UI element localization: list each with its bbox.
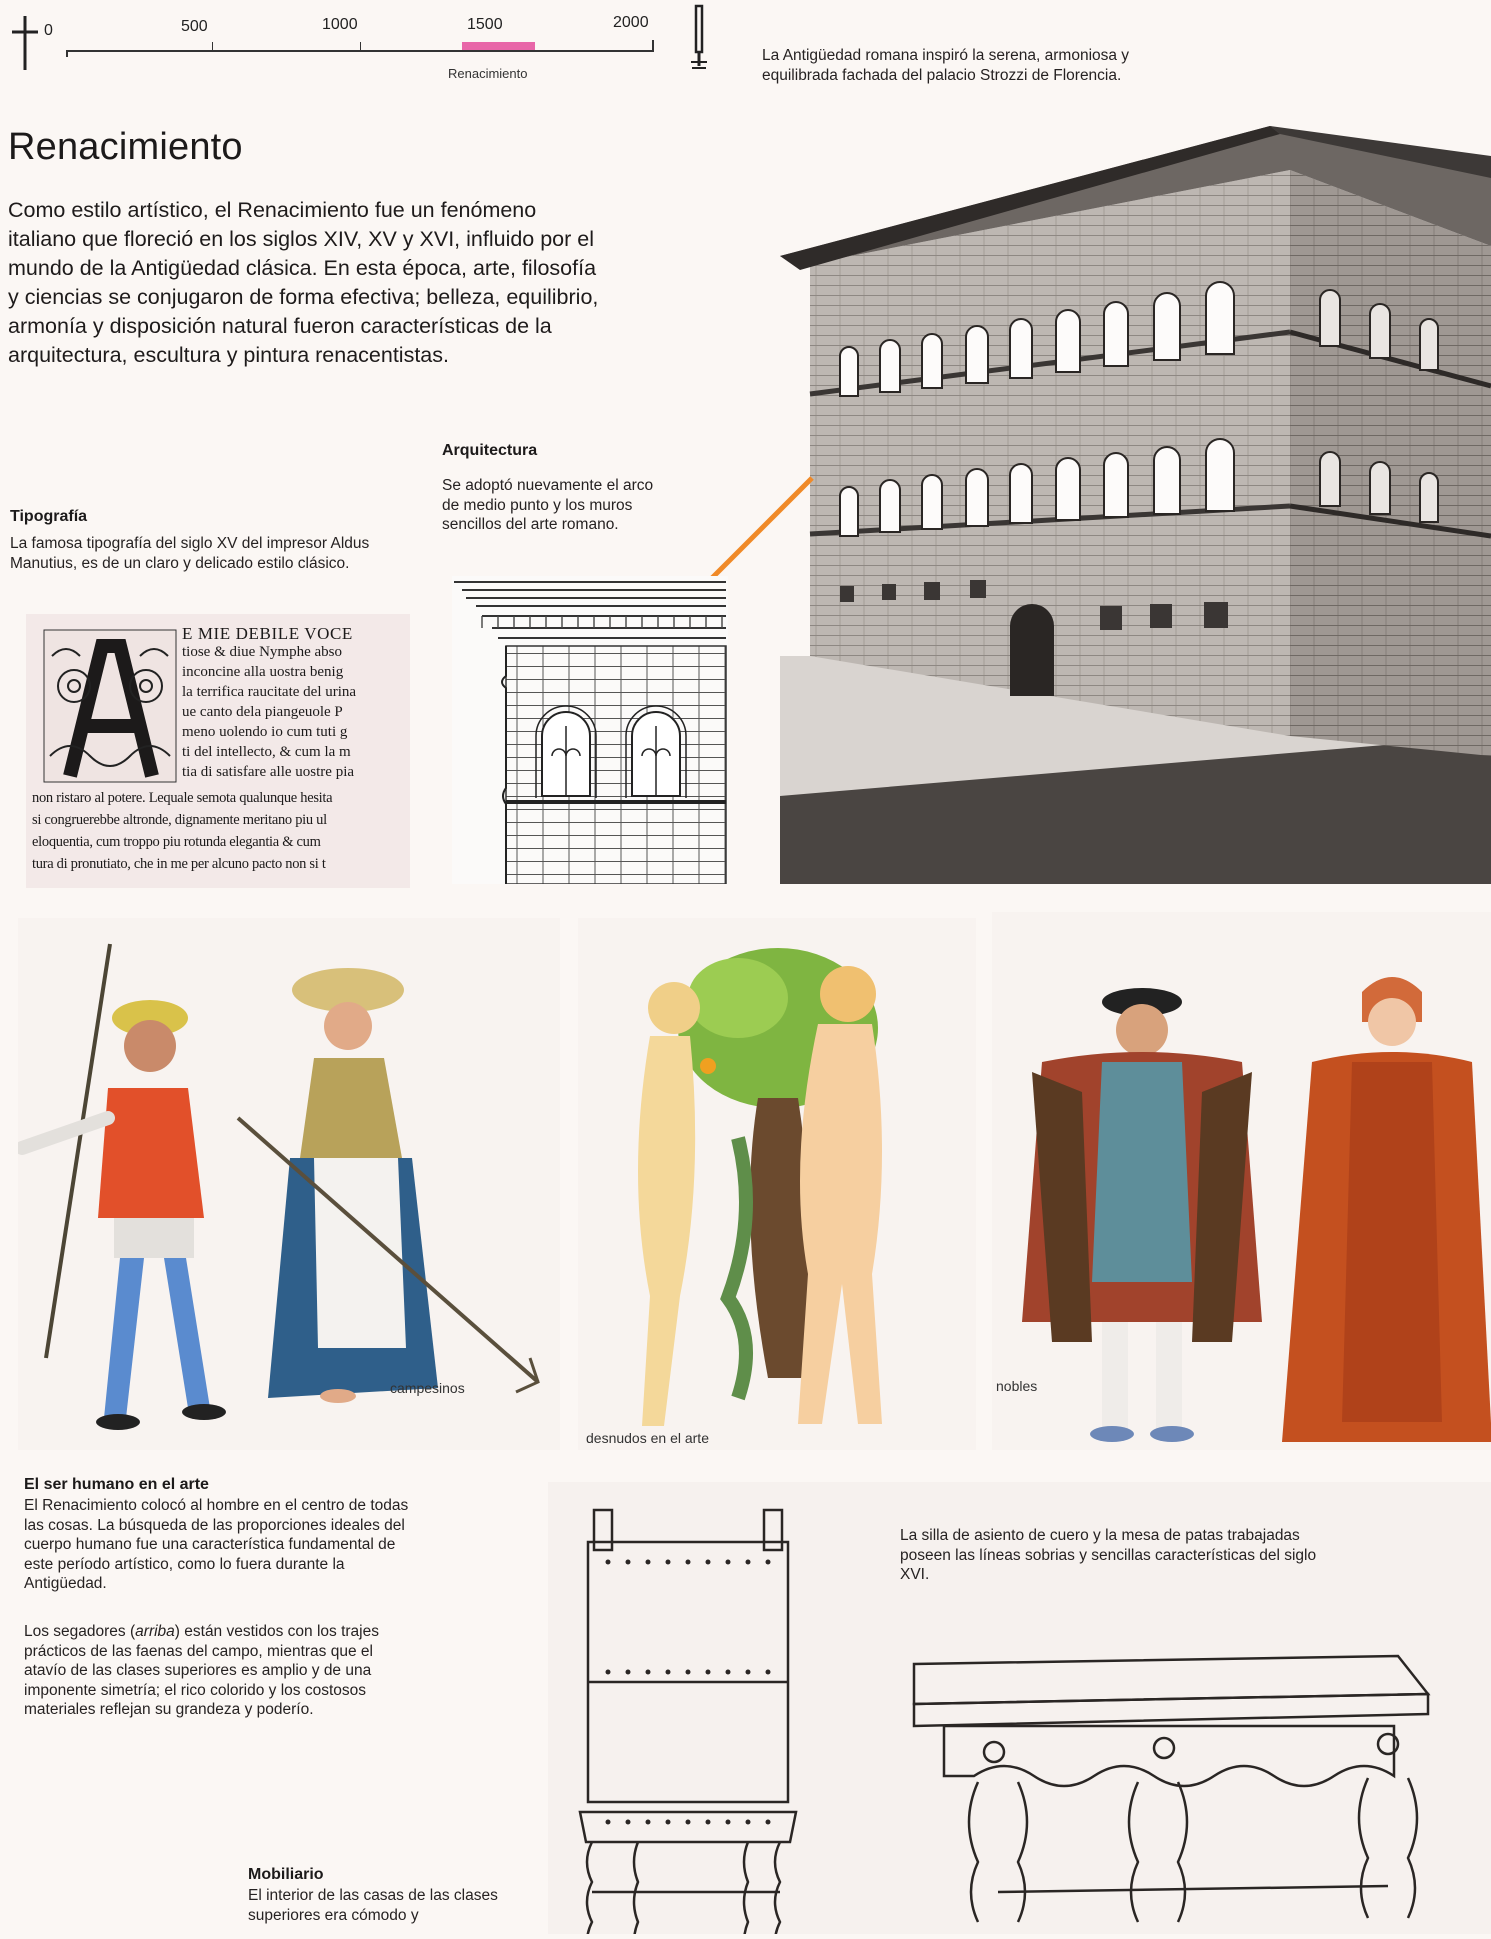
skyscraper-icon [688, 4, 710, 74]
arquitectura-detail-image [452, 576, 728, 884]
tick-label-1500: 1500 [467, 16, 503, 33]
sample-line: tura di pronutiato, che in me per alcuno pacto non si t [32, 856, 326, 872]
mobiliario-title: Mobiliario [248, 1866, 324, 1883]
timeline-tick [360, 42, 361, 52]
furniture-caption: La silla de asiento de cuero y la mesa de patas trabajadas poseen las líneas sobrias y sencillas características del siglo XVI. [900, 1527, 1317, 1583]
ser-humano-text-2a: Los segadores ( [24, 1623, 136, 1640]
sample-line: meno uolendo io cum tuti g [182, 724, 348, 740]
tick-label-0: 0 [44, 22, 53, 39]
sample-line: tiose & diue Nymphe abso [182, 644, 342, 660]
sample-line: si congruerebbe altronde, dignamente meritano piu ul [32, 812, 327, 828]
aldus-manutius-sample [26, 614, 410, 888]
timeline-tick [212, 42, 213, 52]
sample-line: E MIE DEBILE VOCE [182, 624, 353, 643]
campesinos-image [18, 918, 560, 1450]
renacimiento-range-bar [462, 42, 535, 50]
ser-humano-text-2b: ) están vestidos con los trajes prácticos de las faenas del campo, mientras que el atavío de las clases superiores es amplio y de una imponente simetría; el rico colorido y los costosos materiales reflejan su grandeza y poderío. [24, 1623, 379, 1718]
sample-line: ti del intellecto, & cum la m [182, 744, 351, 760]
page-title: Renacimiento [8, 126, 243, 168]
arquitectura-title: Arquitectura [442, 442, 538, 459]
intro-paragraph: Como estilo artístico, el Renacimiento fue un fenómeno italiano que floreció en los siglos XIV, XV y XVI, influido por el mundo de la Antigüedad clásica. En esta época, arte, filosofía y ciencias se conjugaron de forma efectiva; belleza, equilibrio, armonía y disposición natural fueron características de la arquitectura, escultura y pintura renacentistas. [8, 198, 599, 367]
ser-humano-text-2-em: arriba [135, 1623, 175, 1640]
sample-line: tia di satisfare alle uostre pia [182, 764, 355, 780]
palazzo-strozzi-image [780, 96, 1491, 884]
sample-line: la terrifica raucitate del urina [182, 684, 357, 700]
sample-line: inconcine alla uostra benig [182, 664, 344, 680]
sample-line: non ristaro al potere. Lequale semota qualunque hesita [32, 790, 333, 806]
ser-humano-text-1: El Renacimiento colocó al hombre en el centro de todas las cosas. La búsqueda de las proporciones ideales del cuerpo humano fue una característica fundamental de este período artístico, como lo fuera durante la Antigüedad. [24, 1497, 409, 1592]
mobiliario-text: El interior de las casas de las clases superiores era cómodo y [248, 1887, 498, 1924]
pointer-line [700, 470, 820, 590]
tick-label-500: 500 [181, 18, 208, 35]
sample-line: ue canto dela piangeuole P [182, 704, 343, 720]
timeline-tick [652, 40, 654, 52]
cross-icon [10, 14, 40, 72]
decorative-initial-image [40, 626, 180, 786]
campesinos-caption: campesinos [390, 1380, 465, 1396]
tick-label-2000: 2000 [613, 14, 649, 31]
range-label: Renacimiento [448, 66, 528, 81]
tipografia-text: La famosa tipografía del siglo XV del impresor Aldus Manutius, es de un claro y delicado estilo clásico. [10, 535, 370, 572]
sample-line: eloquentia, cum troppo piu rotunda elegantia & cum [32, 834, 321, 850]
ser-humano-title: El ser humano en el arte [24, 1476, 209, 1493]
tick-label-1000: 1000 [322, 16, 358, 33]
arquitectura-text: Se adoptó nuevamente el arco de medio punto y los muros sencillos del arte romano. [442, 477, 654, 533]
palace-caption: La Antigüedad romana inspiró la serena, armoniosa y equilibrada fachada del palacio Strozzi de Florencia. [762, 47, 1130, 84]
nobles-caption: nobles [996, 1378, 1038, 1394]
desnudos-image [578, 918, 976, 1450]
nobles-image [992, 912, 1491, 1450]
timeline [0, 0, 700, 80]
desnudos-caption: desnudos en el arte [586, 1430, 709, 1446]
ser-humano-text-2 [24, 1622, 418, 1720]
furniture-image [548, 1482, 1491, 1934]
timeline-axis-bottom [66, 52, 68, 57]
tipografia-title: Tipografía [10, 508, 88, 525]
